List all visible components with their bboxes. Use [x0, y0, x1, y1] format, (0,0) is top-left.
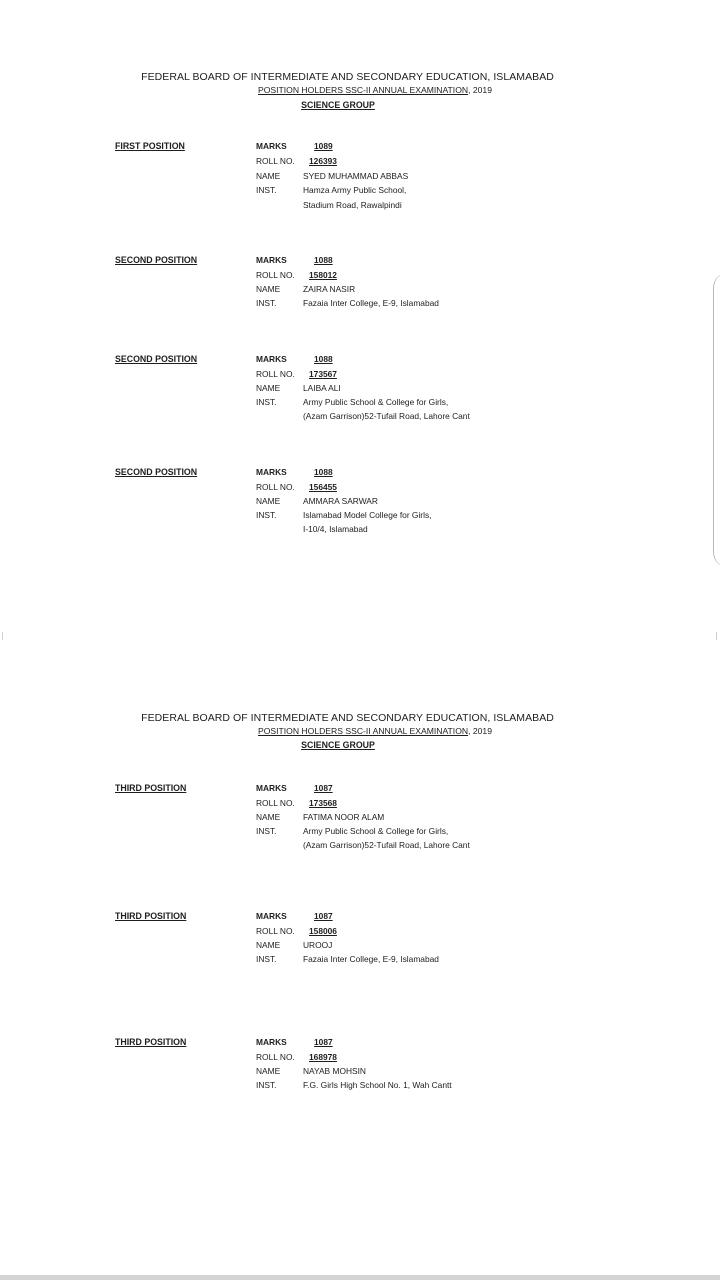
roll-label: ROLL NO.: [256, 482, 295, 492]
institution-line-2: Stadium Road, Rawalpindi: [303, 200, 402, 210]
institution-line-1: Fazaia Inter College, E-9, Islamabad: [303, 954, 439, 964]
marks-label: MARKS: [256, 255, 287, 265]
name-label: NAME: [256, 383, 281, 393]
scan-mark-right: [716, 632, 717, 640]
institution-line-1: Fazaia Inter College, E-9, Islamabad: [303, 298, 439, 308]
student-name: SYED MUHAMMAD ABBAS: [303, 171, 409, 181]
inst-label: INST.: [256, 826, 277, 836]
inst-label: INST.: [256, 954, 277, 964]
position-label: THIRD POSITION: [115, 783, 187, 793]
roll-label: ROLL NO.: [256, 1052, 295, 1062]
roll-label: ROLL NO.: [256, 798, 295, 808]
institution-line-1: F.G. Girls High School No. 1, Wah Cantt: [303, 1080, 452, 1090]
exam-subtitle-underlined: POSITION HOLDERS SSC-II ANNUAL EXAMINATION: [257, 726, 469, 736]
marks-value: 1087: [314, 1037, 333, 1047]
marks-label: MARKS: [256, 783, 287, 793]
marks-value: 1089: [314, 141, 333, 151]
position-label: SECOND POSITION: [115, 354, 198, 364]
name-label: NAME: [256, 171, 281, 181]
position-label: SECOND POSITION: [115, 467, 198, 477]
marks-value: 1087: [314, 783, 333, 793]
student-name: UROOJ: [303, 940, 333, 950]
student-name: AMMARA SARWAR: [303, 496, 378, 506]
student-name: NAYAB MOHSIN: [303, 1066, 366, 1076]
roll-value: 158012: [309, 270, 337, 280]
exam-subtitle: [0, 85, 720, 95]
exam-subtitle-year: , 2019: [468, 85, 492, 95]
inst-label: INST.: [256, 510, 277, 520]
institution-line-1: Army Public School & College for Girls,: [303, 826, 449, 836]
marks-label: MARKS: [256, 467, 287, 477]
marks-value: 1087: [314, 911, 333, 921]
exam-subtitle-underlined: POSITION HOLDERS SSC-II ANNUAL EXAMINATION: [257, 85, 469, 95]
inst-label: INST.: [256, 185, 277, 195]
institution-line-1: Islamabad Model College for Girls,: [303, 510, 432, 520]
roll-value: 156455: [309, 482, 337, 492]
name-label: NAME: [256, 284, 281, 294]
roll-value: 158006: [309, 926, 337, 936]
position-label: SECOND POSITION: [115, 255, 198, 265]
inst-label: INST.: [256, 397, 277, 407]
bottom-edge-bar: [0, 1275, 720, 1280]
position-label: THIRD POSITION: [115, 911, 187, 921]
position-entry: [0, 783, 720, 863]
board-title: FEDERAL BOARD OF INTERMEDIATE AND SECONDARY EDUCATION, ISLAMABAD: [141, 71, 554, 83]
student-name: FATIMA NOOR ALAM: [303, 812, 385, 822]
roll-value: 126393: [309, 156, 337, 166]
board-title: FEDERAL BOARD OF INTERMEDIATE AND SECONDARY EDUCATION, ISLAMABAD: [141, 712, 554, 724]
student-name: ZAIRA NASIR: [303, 284, 356, 294]
roll-label: ROLL NO.: [256, 369, 295, 379]
position-entry: [0, 467, 720, 547]
name-label: NAME: [256, 496, 281, 506]
group-heading: SCIENCE GROUP: [301, 100, 375, 110]
page-curl-edge: [713, 272, 720, 568]
institution-line-2: I-10/4, Islamabad: [303, 524, 368, 534]
name-label: NAME: [256, 940, 281, 950]
name-label: NAME: [256, 1066, 281, 1076]
institution-line-2: (Azam Garrison)52-Tufail Road, Lahore Cant: [303, 411, 470, 421]
roll-value: 173567: [309, 369, 337, 379]
group-heading: SCIENCE GROUP: [301, 740, 375, 750]
marks-label: MARKS: [256, 911, 287, 921]
exam-subtitle-year: , 2019: [468, 726, 492, 736]
institution-line-1: Hamza Army Public School,: [303, 185, 407, 195]
marks-value: 1088: [314, 354, 333, 364]
student-name: LAIBA ALI: [303, 383, 341, 393]
inst-label: INST.: [256, 1080, 277, 1090]
marks-label: MARKS: [256, 354, 287, 364]
institution-line-1: Army Public School & College for Girls,: [303, 397, 449, 407]
position-label: THIRD POSITION: [115, 1037, 187, 1047]
position-label: FIRST POSITION: [115, 141, 185, 151]
marks-label: MARKS: [256, 1037, 287, 1047]
institution-line-2: (Azam Garrison)52-Tufail Road, Lahore Cant: [303, 840, 470, 850]
position-entry: [0, 354, 720, 434]
scan-mark-left: [2, 632, 3, 640]
position-entry: [0, 1037, 720, 1117]
marks-label: MARKS: [256, 141, 287, 151]
position-entry: [0, 141, 720, 221]
roll-value: 173568: [309, 798, 337, 808]
exam-subtitle: [0, 726, 720, 736]
roll-label: ROLL NO.: [256, 926, 295, 936]
position-entry: [0, 255, 720, 335]
position-entry: [0, 911, 720, 991]
name-label: NAME: [256, 812, 281, 822]
marks-value: 1088: [314, 255, 333, 265]
marks-value: 1088: [314, 467, 333, 477]
inst-label: INST.: [256, 298, 277, 308]
roll-label: ROLL NO.: [256, 156, 295, 166]
roll-label: ROLL NO.: [256, 270, 295, 280]
roll-value: 168978: [309, 1052, 337, 1062]
